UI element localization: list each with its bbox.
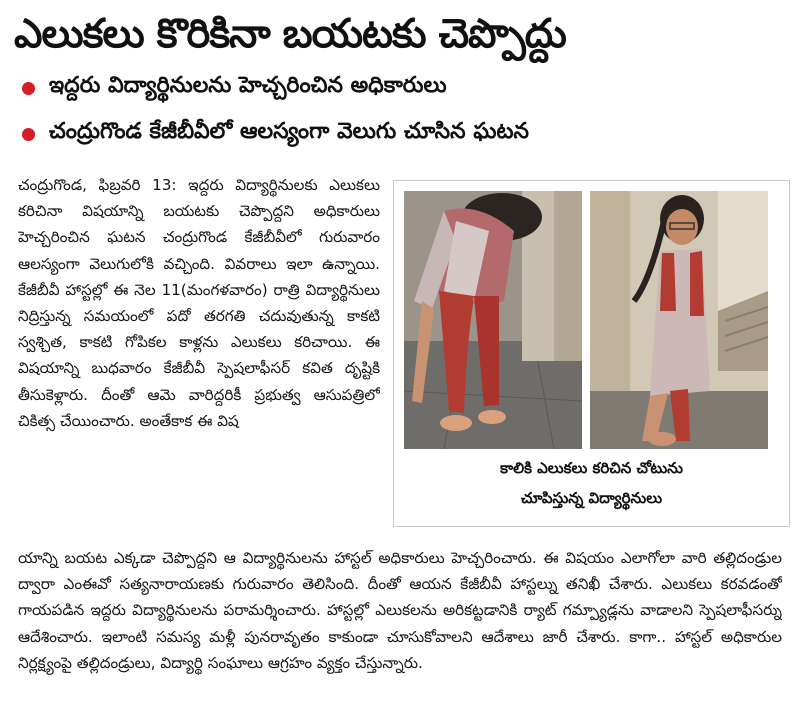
photo-caption-line-1: కాలికి ఎలుకలు కరిచిన చోటును xyxy=(500,459,683,477)
subheading-2-text: చంద్రుగొండ కేజీబీవీలో ఆలస్యంగా వెలుగు చూసిన ఘటన xyxy=(49,119,529,144)
subheading-1 xyxy=(22,68,782,108)
photo-girl-showing-leg xyxy=(590,191,768,449)
subheading-1-text: ఇద్దరు విద్యార్థినులను హెచ్చరించిన అధికారులు xyxy=(49,73,447,98)
photo-figure xyxy=(393,180,790,527)
article-column-narrow xyxy=(18,172,380,544)
photo-girl-showing-foot xyxy=(404,191,582,449)
bullet-dot-icon xyxy=(22,128,35,141)
headline: ఎలుకలు కొరికినా బయటకు చెప్పొద్దు xyxy=(14,11,566,57)
article-column-wide xyxy=(18,545,782,705)
article-paragraph-narrow: చంద్రుగొండ, ఫిబ్రవరి 13: ఇద్దరు విద్యార్థినులకు ఎలుకలు కరిచినా విషయాన్ని బయటకు చెప్పొద్దని అధికారులు హెచ్చరించిన ఘటన చంద్రుగొండ కేజీబీవీలో గురువారం ఆలస్యంగా వెలుగులోకి వచ్చింది. వివరాలు ఇలా ఉన్నాయి. కేజీబీవీ హాస్టల్లో ఈ నెల 11(మంగళవారం) రాత్రి విద్యార్థినులు నిద్రిస్తున్న సమయంలో పదో తరగతి చదువుతున్న కాకటి స్వశ్చిత, కాకటి గోపికల కాళ్లను ఎలుకలు కరిచాయి. ఈ విషయాన్ని బుధవారం కేజీబీవీ స్పెషలాఫీసర్ కవిత దృష్టికి తీసుకెళ్లారు. దీంతో ఆమె వారిద్దరికీ ప్రభుత్వ ఆసుపత్రిలో చికిత్స చేయించారు. అంతేకాక ఈ విష xyxy=(18,176,380,430)
subheading-2 xyxy=(22,114,782,154)
bullet-dot-icon xyxy=(22,82,35,95)
photo-caption-line-2: చూపిస్తున్న విద్యార్థినులు xyxy=(520,489,663,507)
article-paragraph-wide: యాన్ని బయట ఎక్కడా చెప్పొద్దని ఆ విద్యార్థినులను హాస్టల్ అధికారులు హెచ్చరించారు. ఈ విషయం ఎలాగోలా వారి తల్లిదండ్రుల ద్వారా ఎంఈవో సత్యనారాయణకు గురువారం తెలిసింది. దీంతో ఆయన కేజీబీవీ హాస్టల్ను తనిఖీ చేశారు. ఎలుకలు కరవడంతో గాయపడిన ఇద్దరు విద్యార్థినులను పరామర్శించారు. హాస్టల్లో ఎలుకలను అరికట్టడానికి ర్యాట్ గమ్ప్యాడ్లను వాడాలని స్పెషలాఫీసర్ను ఆదేశించారు. ఇలాంటి సమస్య మళ్లీ పునరావృతం కాకుండా చూసుకోవాలని ఆదేశాలు జారీ చేశారు. కాగా.. హాస్టల్ అధికారుల నిర్లక్ష్యంపై తల్లిదండ్రులు, విద్యార్థి సంఘాలు ఆగ్రహం వ్యక్తం చేస్తున్నారు. xyxy=(18,549,782,672)
